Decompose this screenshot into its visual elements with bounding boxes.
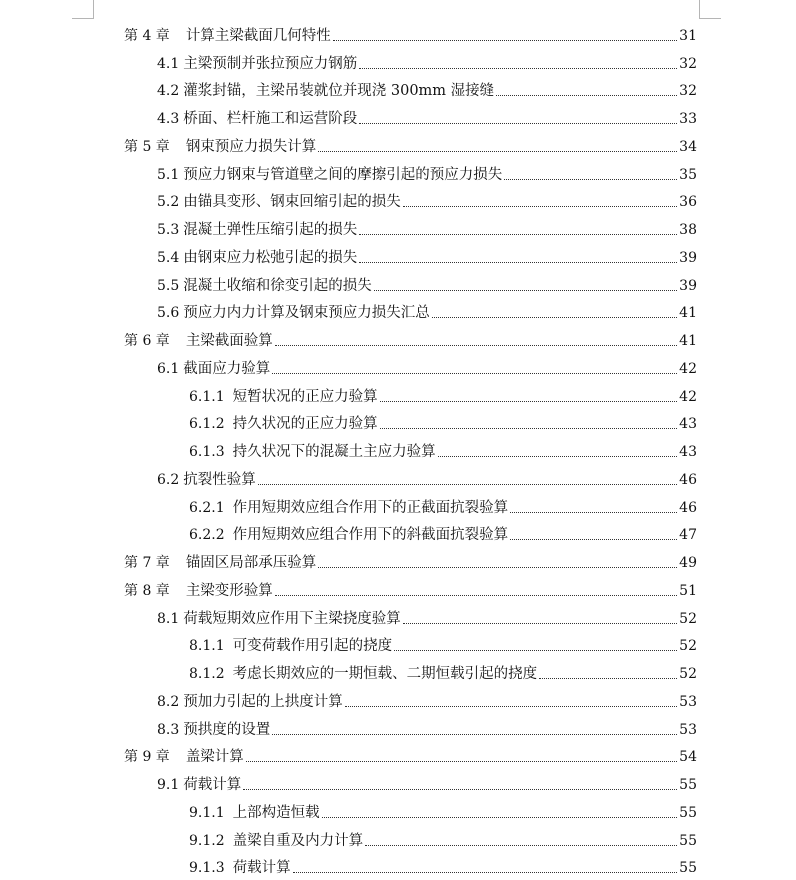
- toc-entry-title: 盖梁自重及内力计算: [233, 832, 364, 850]
- toc-entry-number: 8.3: [157, 721, 179, 739]
- toc-entry-number: 6.2: [157, 471, 179, 489]
- toc-entry-title: 混凝土弹性压缩引起的损失: [183, 221, 357, 239]
- toc-dot-leader: [438, 456, 678, 457]
- toc-entry-number: 第 4 章: [124, 27, 170, 45]
- toc-subsection-entry[interactable]: [0, 853, 796, 880]
- toc-section-entry[interactable]: [0, 353, 796, 381]
- toc-subsection-entry[interactable]: [0, 797, 796, 825]
- toc-entry-number: 6.1: [157, 360, 179, 378]
- toc-entry-page-number: 38: [679, 221, 697, 239]
- toc-dot-leader: [322, 817, 678, 818]
- toc-dot-leader: [272, 734, 677, 735]
- toc-dot-leader: [258, 484, 677, 485]
- toc-entry-number: 6.1.1: [189, 388, 225, 406]
- table-of-contents: [0, 20, 796, 880]
- toc-entry-title: 灌浆封锚，主梁吊装就位并现浇 300mm 湿接缝: [183, 82, 494, 100]
- toc-entry-number: 4.3: [157, 110, 179, 128]
- toc-dot-leader: [359, 123, 677, 124]
- toc-dot-leader: [246, 761, 677, 762]
- toc-entry-page-number: 55: [679, 804, 697, 822]
- toc-entry-number: 9.1.2: [189, 832, 225, 850]
- toc-entry-number: 6.1.2: [189, 415, 225, 433]
- toc-section-entry[interactable]: [0, 464, 796, 492]
- toc-entry-number: 第 9 章: [124, 748, 170, 766]
- crop-mark-left-horizontal: [72, 18, 94, 19]
- toc-entry-number: 9.1.3: [189, 859, 225, 877]
- toc-subsection-entry[interactable]: [0, 492, 796, 520]
- toc-entry-title: 考虑长期效应的一期恒载、二期恒载引起的挠度: [233, 665, 538, 683]
- toc-entry-number: 6.1.3: [189, 443, 225, 461]
- toc-entry-page-number: 52: [679, 665, 697, 683]
- toc-entry-title: 持久状况下的混凝土主应力验算: [233, 443, 436, 461]
- toc-entry-number: 8.2: [157, 693, 179, 711]
- toc-section-entry[interactable]: [0, 298, 796, 326]
- toc-entry-title: 主梁预制并张拉预应力钢筋: [183, 55, 357, 73]
- toc-entry-number: 5.2: [157, 193, 179, 211]
- toc-dot-leader: [403, 623, 677, 624]
- toc-entry-number: 4.2: [157, 82, 179, 100]
- toc-entry-page-number: 33: [679, 110, 697, 128]
- toc-entry-page-number: 35: [679, 166, 697, 184]
- toc-entry-title: 截面应力验算: [183, 360, 270, 378]
- toc-dot-leader: [365, 845, 677, 846]
- toc-subsection-entry[interactable]: [0, 381, 796, 409]
- toc-entry-number: 8.1: [157, 610, 179, 628]
- toc-entry-title: 预拱度的设置: [183, 721, 270, 739]
- toc-entry-number: 第 8 章: [124, 582, 170, 600]
- toc-section-entry[interactable]: [0, 769, 796, 797]
- toc-dot-leader: [380, 401, 678, 402]
- toc-entry-title: 主梁变形验算: [186, 582, 273, 600]
- toc-entry-title: 主梁截面验算: [186, 332, 273, 350]
- crop-mark-right-vertical: [699, 0, 700, 18]
- toc-entry-number: 5.3: [157, 221, 179, 239]
- toc-dot-leader: [243, 789, 677, 790]
- toc-entry-page-number: 55: [679, 776, 697, 794]
- toc-entry-number: 9.1.1: [189, 804, 225, 822]
- toc-dot-leader: [359, 234, 677, 235]
- toc-entry-title: 作用短期效应组合作用下的正截面抗裂验算: [233, 499, 509, 517]
- toc-entry-number: 6.2.2: [189, 526, 225, 544]
- toc-entry-page-number: 36: [679, 193, 697, 211]
- toc-dot-leader: [432, 317, 677, 318]
- toc-chapter-entry[interactable]: [0, 20, 796, 48]
- toc-entry-page-number: 46: [679, 499, 697, 517]
- toc-entry-title: 荷载短期效应作用下主梁挠度验算: [183, 610, 401, 628]
- toc-entry-page-number: 53: [679, 693, 697, 711]
- toc-section-entry[interactable]: [0, 714, 796, 742]
- toc-entry-page-number: 55: [679, 832, 697, 850]
- toc-entry-page-number: 52: [679, 637, 697, 655]
- toc-entry-title: 计算主梁截面几何特性: [186, 27, 331, 45]
- toc-entry-page-number: 47: [679, 526, 697, 544]
- toc-entry-page-number: 39: [679, 249, 697, 267]
- toc-entry-title: 短暂状况的正应力验算: [233, 388, 378, 406]
- toc-entry-number: 8.1.1: [189, 637, 225, 655]
- toc-dot-leader: [345, 706, 677, 707]
- toc-section-entry[interactable]: [0, 103, 796, 131]
- toc-entry-page-number: 32: [679, 55, 697, 73]
- toc-dot-leader: [318, 151, 677, 152]
- toc-section-entry[interactable]: [0, 270, 796, 298]
- toc-chapter-entry[interactable]: [0, 325, 796, 353]
- toc-entry-number: 5.4: [157, 249, 179, 267]
- toc-entry-page-number: 34: [679, 138, 697, 156]
- toc-dot-leader: [403, 206, 677, 207]
- toc-entry-number: 第 6 章: [124, 332, 170, 350]
- toc-entry-title: 混凝土收缩和徐变引起的损失: [183, 277, 372, 295]
- toc-entry-title: 预应力钢束与管道壁之间的摩擦引起的预应力损失: [183, 166, 502, 184]
- toc-entry-page-number: 41: [679, 304, 697, 322]
- toc-entry-page-number: 54: [679, 748, 697, 766]
- toc-entry-page-number: 49: [679, 554, 697, 572]
- crop-mark-right-horizontal: [699, 18, 721, 19]
- toc-subsection-entry[interactable]: [0, 409, 796, 437]
- toc-entry-page-number: 42: [679, 360, 697, 378]
- toc-dot-leader: [275, 595, 677, 596]
- toc-entry-page-number: 42: [679, 388, 697, 406]
- toc-dot-leader: [359, 262, 677, 263]
- toc-dot-leader: [318, 567, 677, 568]
- toc-entry-title: 抗裂性验算: [183, 471, 256, 489]
- toc-section-entry[interactable]: [0, 159, 796, 187]
- toc-entry-page-number: 43: [679, 443, 697, 461]
- toc-entry-page-number: 39: [679, 277, 697, 295]
- toc-subsection-entry[interactable]: [0, 436, 796, 464]
- toc-entry-page-number: 32: [679, 82, 697, 100]
- toc-dot-leader: [359, 68, 677, 69]
- toc-entry-page-number: 31: [679, 27, 697, 45]
- toc-entry-number: 4.1: [157, 55, 179, 73]
- toc-entry-title: 钢束预应力损失计算: [186, 138, 317, 156]
- toc-dot-leader: [380, 428, 678, 429]
- toc-entry-number: 6.2.1: [189, 499, 225, 517]
- toc-chapter-entry[interactable]: [0, 547, 796, 575]
- crop-mark-left-vertical: [93, 0, 94, 18]
- toc-entry-page-number: 43: [679, 415, 697, 433]
- toc-entry-number: 5.1: [157, 166, 179, 184]
- toc-entry-number: 8.1.2: [189, 665, 225, 683]
- toc-section-entry[interactable]: [0, 76, 796, 104]
- toc-entry-title: 可变荷载作用引起的挠度: [233, 637, 393, 655]
- toc-entry-page-number: 51: [679, 582, 697, 600]
- toc-section-entry[interactable]: [0, 686, 796, 714]
- toc-entry-title: 荷载计算: [233, 859, 291, 877]
- toc-entry-title: 锚固区局部承压验算: [186, 554, 317, 572]
- toc-entry-title: 荷载计算: [183, 776, 241, 794]
- toc-entry-title: 桥面、栏杆施工和运营阶段: [183, 110, 357, 128]
- toc-entry-number: 第 5 章: [124, 138, 170, 156]
- toc-entry-title: 预应力内力计算及钢束预应力损失汇总: [183, 304, 430, 322]
- toc-section-entry[interactable]: [0, 603, 796, 631]
- toc-dot-leader: [275, 345, 677, 346]
- toc-dot-leader: [394, 650, 677, 651]
- toc-dot-leader: [272, 373, 677, 374]
- toc-entry-page-number: 46: [679, 471, 697, 489]
- toc-entry-page-number: 55: [679, 859, 697, 877]
- toc-entry-number: 5.5: [157, 277, 179, 295]
- toc-chapter-entry[interactable]: [0, 575, 796, 603]
- toc-entry-number: 第 7 章: [124, 554, 170, 572]
- toc-entry-page-number: 53: [679, 721, 697, 739]
- toc-dot-leader: [496, 95, 677, 96]
- toc-section-entry[interactable]: [0, 187, 796, 215]
- toc-dot-leader: [333, 40, 677, 41]
- toc-entry-title: 由锚具变形、钢束回缩引起的损失: [183, 193, 401, 211]
- toc-dot-leader: [293, 872, 678, 873]
- toc-dot-leader: [539, 678, 677, 679]
- toc-subsection-entry[interactable]: [0, 658, 796, 686]
- toc-entry-page-number: 52: [679, 610, 697, 628]
- toc-entry-number: 9.1: [157, 776, 179, 794]
- toc-subsection-entry[interactable]: [0, 520, 796, 548]
- toc-dot-leader: [374, 290, 677, 291]
- toc-entry-title: 持久状况的正应力验算: [233, 415, 378, 433]
- toc-chapter-entry[interactable]: [0, 131, 796, 159]
- toc-entry-title: 盖梁计算: [186, 748, 244, 766]
- toc-dot-leader: [510, 539, 677, 540]
- toc-dot-leader: [504, 179, 677, 180]
- toc-section-entry[interactable]: [0, 48, 796, 76]
- toc-subsection-entry[interactable]: [0, 825, 796, 853]
- toc-section-entry[interactable]: [0, 242, 796, 270]
- toc-entry-title: 预加力引起的上拱度计算: [183, 693, 343, 711]
- toc-entry-title: 作用短期效应组合作用下的斜截面抗裂验算: [233, 526, 509, 544]
- toc-entry-title: 由钢束应力松弛引起的损失: [183, 249, 357, 267]
- toc-dot-leader: [510, 512, 677, 513]
- toc-entry-title: 上部构造恒载: [233, 804, 320, 822]
- toc-section-entry[interactable]: [0, 214, 796, 242]
- toc-subsection-entry[interactable]: [0, 631, 796, 659]
- toc-entry-number: 5.6: [157, 304, 179, 322]
- toc-chapter-entry[interactable]: [0, 742, 796, 770]
- toc-entry-page-number: 41: [679, 332, 697, 350]
